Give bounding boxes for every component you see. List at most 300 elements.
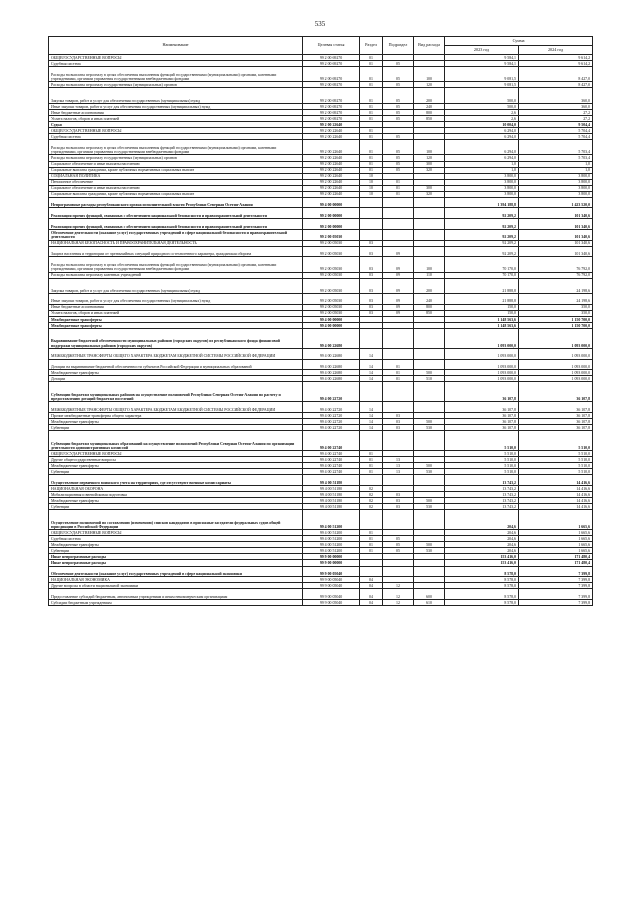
row-sum-2023: 2,6 <box>445 115 519 121</box>
row-name: Иные закупки товаров, работ и услуг для обеспечения государственных (муниципальных) нужд <box>49 103 303 109</box>
row-sum-2024: 101 340,6 <box>519 246 593 257</box>
row-target-article: 99 2 00 69270 <box>303 67 360 82</box>
row-subsection: 05 <box>383 536 414 542</box>
row-target-article: 99 2 00 69270 <box>303 88 360 103</box>
row-subsection <box>383 431 414 451</box>
row-expense-type: 300 <box>414 185 445 191</box>
row-expense-type <box>414 246 445 257</box>
row-sum-2024: 101 340,6 <box>519 219 593 230</box>
row-sum-2023: 8 578,0 <box>445 599 519 605</box>
table-row <box>49 185 593 191</box>
row-section <box>360 431 383 451</box>
row-subsection: 01 <box>383 185 414 191</box>
row-sum-2024: 350,0 <box>519 304 593 310</box>
row-subsection <box>383 475 414 486</box>
row-sum-2023: 3 800,0 <box>445 185 519 191</box>
row-sum-2024: 1 093 000,0 <box>519 359 593 370</box>
row-sum-2023: 6 294,0 <box>445 155 519 161</box>
row-section: 14 <box>360 419 383 425</box>
row-sum-2024: 24 198,6 <box>519 278 593 293</box>
row-sum-2024: 24 198,6 <box>519 294 593 305</box>
row-sum-2023: 21 888,8 <box>445 278 519 293</box>
row-target-article: 99 4 00 22680 <box>303 359 360 370</box>
row-expense-type <box>414 382 445 402</box>
table-row <box>49 257 593 272</box>
row-sum-2024: 5 510,0 <box>519 463 593 469</box>
row-section: 01 <box>360 134 383 140</box>
row-expense-type <box>414 359 445 370</box>
row-expense-type: 100 <box>414 140 445 155</box>
row-expense-type: 530 <box>414 548 445 554</box>
row-target-article: 99 4 00 00000 <box>303 197 360 208</box>
table-row <box>49 140 593 155</box>
row-sum-2023: 13 743,2 <box>445 492 519 498</box>
row-section: 03 <box>360 246 383 257</box>
table-row <box>49 240 593 246</box>
table-row <box>49 155 593 161</box>
row-sum-2023: 5 510,0 <box>445 457 519 463</box>
row-name: Реализация прочих функций, связанных с обеспечением национальной безопасности и правоохранительной деятельности <box>49 219 303 230</box>
table-row <box>49 82 593 88</box>
row-section <box>360 566 383 577</box>
row-sum-2024: 9 614,2 <box>519 55 593 61</box>
row-section <box>360 219 383 230</box>
table-row <box>49 208 593 219</box>
row-sum-2023: 150,0 <box>445 304 519 310</box>
row-name: Межбюджетные трансферты <box>49 419 303 425</box>
row-name: Обеспечение деятельности (оказание услуг) государственных учреждений в сфере национальной экономики <box>49 566 303 577</box>
row-sum-2023: 8 578,0 <box>445 577 519 583</box>
row-target-article: 99 9 00 05040 <box>303 577 360 583</box>
row-name: Судьи <box>49 121 303 127</box>
row-target-article: 99 4 00 51180 <box>303 498 360 504</box>
row-sum-2024: 7 399,8 <box>519 566 593 577</box>
row-name: Судебная система <box>49 61 303 67</box>
table-row <box>49 103 593 109</box>
row-target-article: 99 2 00 69270 <box>303 61 360 67</box>
table-row <box>49 278 593 293</box>
row-section <box>360 510 383 530</box>
row-name: Субвенции бюджетам муниципальных районов на осуществление полномочий Республики Северная Осетия-Алания по расчету и предоставлению дотаций бюджетам поселений <box>49 382 303 402</box>
row-target-article: 99 4 00 51180 <box>303 492 360 498</box>
row-target-article: 99 2 00 22640 <box>303 134 360 140</box>
row-target-article: 99 4 00 22740 <box>303 457 360 463</box>
row-expense-type: 500 <box>414 419 445 425</box>
row-sum-2023: 13 743,2 <box>445 498 519 504</box>
row-subsection: 05 <box>383 161 414 167</box>
row-section: 04 <box>360 577 383 583</box>
row-target-article: 99 4 00 22680 <box>303 370 360 376</box>
row-target-article: 99 2 00 22640 <box>303 140 360 155</box>
row-sum-2023: 1 093 000,0 <box>445 348 519 359</box>
row-name: Пенсионное обеспечение <box>49 179 303 185</box>
row-name: Расходы на выплаты персоналу в целях обеспечения выполнения функций государственными (муниципальными) органами, казенными учреждениями, органами управления государственными внебюджетными фондами <box>49 67 303 82</box>
row-subsection: 09 <box>383 310 414 316</box>
row-sum-2023: 6 294,0 <box>445 134 519 140</box>
row-sum-2024: 14 416,6 <box>519 504 593 510</box>
row-sum-2023: 1 093 000,0 <box>445 359 519 370</box>
row-name: Расходы на выплаты персоналу государственных (муниципальных) органов <box>49 82 303 88</box>
row-sum-2023: 204,6 <box>445 542 519 548</box>
row-name: Межбюджетные трансферты <box>49 542 303 548</box>
row-subsection <box>383 219 414 230</box>
row-expense-type: 850 <box>414 115 445 121</box>
row-section: 01 <box>360 548 383 554</box>
row-target-article: 99 2 00 22640 <box>303 179 360 185</box>
row-section <box>360 208 383 219</box>
table-row <box>49 246 593 257</box>
row-sum-2023: 70 170,0 <box>445 272 519 278</box>
row-target-article: 99 4 00 00000 <box>303 316 360 322</box>
row-name: Расходы на выплаты персоналу государственных (муниципальных) органов <box>49 155 303 161</box>
row-expense-type: 530 <box>414 469 445 475</box>
row-target-article: 99 2 00 05030 <box>303 294 360 305</box>
row-sum-2024: 5 510,0 <box>519 469 593 475</box>
row-target-article: 99 4 00 51200 <box>303 542 360 548</box>
row-subsection: 09 <box>383 246 414 257</box>
row-target-article: 99 4 00 51180 <box>303 475 360 486</box>
row-name: НАЦИОНАЛЬНАЯ ОБОРОНА <box>49 486 303 492</box>
row-sum-2023: 6 294,0 <box>445 140 519 155</box>
row-subsection: 05 <box>383 103 414 109</box>
row-subsection: 05 <box>383 61 414 67</box>
table-row <box>49 402 593 413</box>
row-subsection: 09 <box>383 278 414 293</box>
row-name: МЕЖБЮДЖЕТНЫЕ ТРАНСФЕРТЫ ОБЩЕГО ХАРАКТЕРА БЮДЖЕТАМ БЮДЖЕТНОЙ СИСТЕМЫ РОССИЙСКОЙ ФЕДЕРАЦИИ <box>49 348 303 359</box>
row-expense-type <box>414 348 445 359</box>
row-target-article: 99 4 00 51180 <box>303 486 360 492</box>
row-name: Межбюджетные трансферты <box>49 316 303 322</box>
table-row <box>49 510 593 530</box>
row-name: Уплата налогов, сборов и иных платежей <box>49 115 303 121</box>
row-section: 10 <box>360 191 383 197</box>
row-name: Субсидии бюджетным учреждениям <box>49 599 303 605</box>
row-target-article: 99 4 00 22740 <box>303 431 360 451</box>
row-sum-2024: 5 704,4 <box>519 134 593 140</box>
row-expense-type: 850 <box>414 310 445 316</box>
table-row <box>49 219 593 230</box>
row-name: Защита населения и территории от чрезвычайных ситуаций природного и техногенного характера, гражданская оборона <box>49 246 303 257</box>
row-section: 03 <box>360 310 383 316</box>
row-section: 01 <box>360 140 383 155</box>
table-row <box>49 583 593 589</box>
row-name: Субвенции <box>49 425 303 431</box>
row-name: Иные бюджетные ассигнования <box>49 109 303 115</box>
table-row <box>49 382 593 402</box>
row-expense-type: 500 <box>414 370 445 376</box>
row-name: Закупка товаров, работ и услуг для обеспечения государственных (муниципальных) нужд <box>49 278 303 293</box>
row-target-article: 99 9 00 00000 <box>303 560 360 566</box>
row-target-article: 99 2 00 69270 <box>303 109 360 115</box>
row-target-article: 99 4 00 22720 <box>303 425 360 431</box>
row-expense-type: 320 <box>414 167 445 173</box>
row-sum-2023: 13 743,2 <box>445 486 519 492</box>
row-section: 14 <box>360 413 383 419</box>
row-target-article: 99 4 00 22680 <box>303 328 360 348</box>
row-sum-2024: 1 093 000,0 <box>519 370 593 376</box>
row-sum-2024: 1 150 700,0 <box>519 316 593 322</box>
row-section: 02 <box>360 504 383 510</box>
row-expense-type: 120 <box>414 155 445 161</box>
row-section: 04 <box>360 583 383 589</box>
row-subsection <box>383 402 414 413</box>
row-sum-2023: 204,6 <box>445 548 519 554</box>
row-expense-type: 600 <box>414 589 445 600</box>
row-sum-2023: 204,6 <box>445 530 519 536</box>
page-number: 535 <box>314 20 326 28</box>
row-section: 01 <box>360 103 383 109</box>
table-row <box>49 294 593 305</box>
row-sum-2024: 360,0 <box>519 103 593 109</box>
row-section: 14 <box>360 348 383 359</box>
row-name: Дотации на выравнивание бюджетной обеспеченности субъектов Российской Федерации и муниципальных образований <box>49 359 303 370</box>
row-sum-2024: 5 510,0 <box>519 451 593 457</box>
row-name: Обеспечение деятельности (оказание услуг) государственных учреждений в сфере национальной безопасности и правоохранительной деятельности <box>49 229 303 240</box>
row-name: Другие общегосударственные вопросы <box>49 457 303 463</box>
row-sum-2023: 5 510,0 <box>445 451 519 457</box>
row-sum-2024: 76 792,0 <box>519 272 593 278</box>
row-subsection: 05 <box>383 115 414 121</box>
row-section: 14 <box>360 359 383 370</box>
row-expense-type: 240 <box>414 294 445 305</box>
table-row <box>49 589 593 600</box>
row-subsection: 01 <box>383 359 414 370</box>
row-target-article: 99 2 00 05030 <box>303 272 360 278</box>
row-name: Иные бюджетные ассигнования <box>49 304 303 310</box>
row-sum-2024: 171 480,4 <box>519 554 593 560</box>
row-expense-type: 800 <box>414 109 445 115</box>
row-section: 03 <box>360 294 383 305</box>
row-expense-type: 120 <box>414 82 445 88</box>
row-target-article: 99 2 00 05030 <box>303 229 360 240</box>
row-section: 01 <box>360 530 383 536</box>
row-target-article: 99 4 00 22720 <box>303 419 360 425</box>
row-sum-2024: 1,0 <box>519 167 593 173</box>
row-section: 03 <box>360 304 383 310</box>
row-sum-2023: 13 743,2 <box>445 504 519 510</box>
row-name: Расходы на выплаты персоналу в целях обеспечения выполнения функций государственными (муниципальными) органами, казенными учреждениями, органами управления государственными внебюджетными фондами <box>49 257 303 272</box>
row-subsection: 13 <box>383 457 414 463</box>
row-sum-2023: 8 578,0 <box>445 566 519 577</box>
row-sum-2024: 1 423 520,0 <box>519 197 593 208</box>
row-subsection: 01 <box>383 179 414 185</box>
row-sum-2024: 14 416,6 <box>519 498 593 504</box>
row-target-article: 99 9 00 00000 <box>303 554 360 560</box>
row-sum-2024: 5 703,4 <box>519 140 593 155</box>
row-section: 10 <box>360 179 383 185</box>
row-section: 02 <box>360 486 383 492</box>
header-year-2023: 2023 год <box>445 46 519 55</box>
row-sum-2023: 1 148 563,6 <box>445 316 519 322</box>
row-subsection: 09 <box>383 272 414 278</box>
row-subsection: 05 <box>383 67 414 82</box>
row-name: Социальные выплаты гражданам, кроме публичных нормативных социальных выплат <box>49 191 303 197</box>
row-target-article: 99 2 00 22640 <box>303 191 360 197</box>
row-sum-2023: 6 294,0 <box>445 128 519 134</box>
row-section <box>360 475 383 486</box>
row-name: ОБЩЕГОСУДАРСТВЕННЫЕ ВОПРОСЫ <box>49 128 303 134</box>
row-name: Непрограммные расходы республиканского органа исполнительной власти Республики Северная Осетия-Алания <box>49 197 303 208</box>
row-sum-2024: 1 150 700,0 <box>519 322 593 328</box>
table-row <box>49 348 593 359</box>
row-target-article: 99 9 00 05040 <box>303 589 360 600</box>
row-name: Осуществление первичного воинского учета на территориях, где отсутствуют военные комиссариаты <box>49 475 303 486</box>
row-target-article: 99 2 00 22640 <box>303 155 360 161</box>
row-sum-2024: 8 427,0 <box>519 82 593 88</box>
row-sum-2023: 36 107,8 <box>445 382 519 402</box>
row-sum-2024: 5 703,4 <box>519 155 593 161</box>
row-sum-2023: 204,6 <box>445 510 519 530</box>
row-name: Расходы на выплаты персоналу в целях обеспечения выполнения функций государственными (муниципальными) органами, казенными учреждениями, органами управления государственными внебюджетными фондами <box>49 140 303 155</box>
row-target-article: 99 2 00 22640 <box>303 161 360 167</box>
table-header <box>49 37 593 55</box>
row-target-article: 99 2 00 69270 <box>303 55 360 61</box>
row-name: Другие вопросы в области национальной экономики <box>49 583 303 589</box>
row-sum-2024: 14 416,6 <box>519 492 593 498</box>
row-sum-2024: 5 510,0 <box>519 457 593 463</box>
row-section: 04 <box>360 599 383 605</box>
row-sum-2024: 1 665,6 <box>519 530 593 536</box>
row-section: 01 <box>360 463 383 469</box>
row-name: НАЦИОНАЛЬНАЯ БЕЗОПАСНОСТЬ И ПРАВООХРАНИТЕЛЬНАЯ ДЕЯТЕЛЬНОСТЬ <box>49 240 303 246</box>
row-name: Межбюджетные трансферты <box>49 370 303 376</box>
row-sum-2023: 92 209,2 <box>445 246 519 257</box>
row-sum-2024: 1 093 000,0 <box>519 376 593 382</box>
row-sum-2023: 9 081,5 <box>445 82 519 88</box>
row-name: Мобилизационная и вневойсковая подготовка <box>49 492 303 498</box>
row-subsection: 01 <box>383 191 414 197</box>
row-subsection: 05 <box>383 88 414 103</box>
row-sum-2023: 36 107,8 <box>445 413 519 419</box>
row-expense-type: 110 <box>414 272 445 278</box>
row-sum-2023: 1 394 188,8 <box>445 197 519 208</box>
row-target-article: 99 2 00 22640 <box>303 128 360 134</box>
row-target-article: 99 9 00 05040 <box>303 566 360 577</box>
row-sum-2024: 5 704,4 <box>519 128 593 134</box>
row-name: ОБЩЕГОСУДАРСТВЕННЫЕ ВОПРОСЫ <box>49 451 303 457</box>
row-sum-2024: 36 107,8 <box>519 382 593 402</box>
row-expense-type: 200 <box>414 278 445 293</box>
row-subsection <box>383 197 414 208</box>
row-sum-2024: 3 800,0 <box>519 185 593 191</box>
row-section: 01 <box>360 67 383 82</box>
row-subsection <box>383 348 414 359</box>
row-section: 01 <box>360 88 383 103</box>
row-name: Реализация прочих функций, связанных с обеспечением национальной безопасности и правоохранительной деятельности <box>49 208 303 219</box>
row-sum-2024: 1,0 <box>519 161 593 167</box>
row-target-article: 99 4 00 22720 <box>303 402 360 413</box>
row-sum-2023: 1 148 563,6 <box>445 322 519 328</box>
row-expense-type: 100 <box>414 257 445 272</box>
row-expense-type <box>414 475 445 486</box>
row-sum-2023: 9 081,5 <box>445 67 519 82</box>
row-sum-2023: 5 510,0 <box>445 469 519 475</box>
row-section: 14 <box>360 402 383 413</box>
row-expense-type: 240 <box>414 103 445 109</box>
row-sum-2024: 7 399,8 <box>519 599 593 605</box>
row-sum-2023: 9 584,1 <box>445 55 519 61</box>
row-name: Предоставление субсидий бюджетным, автономным учреждениям и иным некоммерческим организациям <box>49 589 303 600</box>
row-expense-type <box>414 510 445 530</box>
row-sum-2024: 36 107,8 <box>519 425 593 431</box>
row-sum-2023: 36 107,8 <box>445 402 519 413</box>
header-year-2024: 2024 год <box>519 46 593 55</box>
row-sum-2023: 92 209,2 <box>445 229 519 240</box>
row-section: 01 <box>360 155 383 161</box>
row-section <box>360 229 383 240</box>
row-sum-2023: 1,0 <box>445 167 519 173</box>
row-section: 01 <box>360 115 383 121</box>
table-row <box>49 197 593 208</box>
row-sum-2023: 92 209,2 <box>445 219 519 230</box>
row-section: 01 <box>360 82 383 88</box>
row-subsection: 01 <box>383 370 414 376</box>
row-section: 01 <box>360 451 383 457</box>
row-name: Межбюджетные трансферты <box>49 463 303 469</box>
row-sum-2023: 3 800,0 <box>445 191 519 197</box>
row-sum-2024: 1 093 000,0 <box>519 348 593 359</box>
row-target-article: 99 4 00 22740 <box>303 469 360 475</box>
row-target-article: 99 2 00 05030 <box>303 310 360 316</box>
header-sum: Сумма <box>445 37 593 46</box>
row-section: 01 <box>360 536 383 542</box>
row-target-article: 99 4 00 51180 <box>303 504 360 510</box>
row-target-article: 99 2 00 22640 <box>303 121 360 127</box>
row-target-article: 99 4 00 00000 <box>303 322 360 328</box>
table-row <box>49 229 593 240</box>
row-sum-2024: 36 107,8 <box>519 419 593 425</box>
table-row <box>49 475 593 486</box>
row-name: Межбюджетные трансферты <box>49 322 303 328</box>
row-sum-2024: 7 399,8 <box>519 583 593 589</box>
row-expense-type: 100 <box>414 67 445 82</box>
row-expense-type: 500 <box>414 498 445 504</box>
row-expense-type <box>414 208 445 219</box>
row-sum-2024: 101 340,6 <box>519 229 593 240</box>
row-section: 01 <box>360 469 383 475</box>
row-name: Иные непрограммные расходы <box>49 554 303 560</box>
row-sum-2024: 3 800,0 <box>519 191 593 197</box>
row-subsection: 12 <box>383 589 414 600</box>
row-sum-2023: 8 578,0 <box>445 589 519 600</box>
budget-table <box>48 36 593 606</box>
row-sum-2024: 27,2 <box>519 109 593 115</box>
row-subsection <box>383 510 414 530</box>
row-sum-2023: 10 004,0 <box>445 121 519 127</box>
row-sum-2023: 1 093 000,0 <box>445 370 519 376</box>
row-target-article: 99 4 00 22740 <box>303 463 360 469</box>
row-subsection: 05 <box>383 134 414 140</box>
row-target-article: 99 4 00 22720 <box>303 413 360 419</box>
row-sum-2024: 101 340,6 <box>519 208 593 219</box>
row-subsection: 05 <box>383 140 414 155</box>
row-target-article: 99 2 00 22640 <box>303 185 360 191</box>
row-subsection: 03 <box>383 498 414 504</box>
row-target-article: 99 9 00 05040 <box>303 599 360 605</box>
row-sum-2024: 9 504,4 <box>519 121 593 127</box>
row-subsection <box>383 208 414 219</box>
row-sum-2023: 150,0 <box>445 310 519 316</box>
row-section: 01 <box>360 109 383 115</box>
row-subsection: 09 <box>383 257 414 272</box>
row-section: 10 <box>360 173 383 179</box>
row-target-article: 99 2 00 05030 <box>303 257 360 272</box>
row-target-article: 99 2 00 69270 <box>303 115 360 121</box>
row-expense-type <box>414 402 445 413</box>
row-name: Уплата налогов, сборов и иных платежей <box>49 310 303 316</box>
table-row <box>49 88 593 103</box>
row-section: 02 <box>360 492 383 498</box>
